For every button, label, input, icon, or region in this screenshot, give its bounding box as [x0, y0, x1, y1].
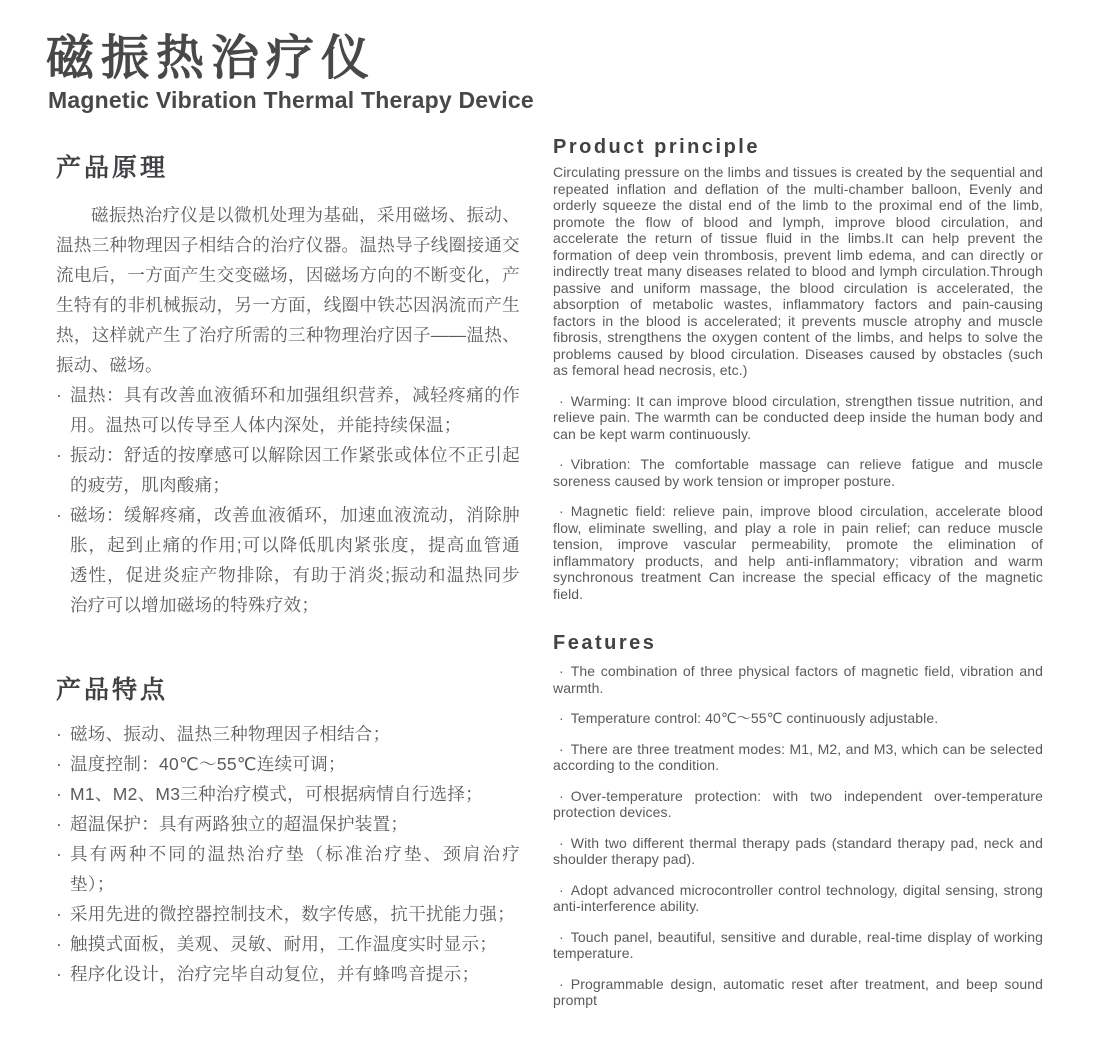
list-item	[553, 835, 1043, 868]
bullet-dot-icon: ·	[56, 964, 63, 984]
list-item	[553, 882, 1043, 915]
bullet-text: 超温保护：具有两路独立的超温保护装置；	[70, 814, 409, 834]
bullet-dot-icon: ·	[56, 385, 63, 405]
bullet-dot-icon: ·	[56, 904, 63, 924]
list-item	[56, 929, 520, 959]
product-principle-bullet-list-en	[553, 393, 1043, 603]
product-principle-paragraph-en: Circulating pressure on the limbs and tissues is created by the sequential and repeated inflation and deflation of the multi-chamber balloon, Evenly and orderly squeeze the distal end of the limb to the proximal end of the limb, promote the flow of blood and lymph, improve blood circulation, and accelerate the return of tissue fluid in the limbs.It can help prevent the formation of deep vein thrombosis, prevent limb edema, and can directly or indirectly treat many diseases related to blood and lymph circulation.Through passive and uniform massage, the blood circulation is accelerated, the absorption of metabolic wastes, inflammatory factors and pain-causing factors in the blood is accelerated; it prevents muscle atrophy and muscle fibrosis, strengthens the oxygen content of the limbs, and helps to solve the problems caused by blood circulation. Diseases caused by obstacles (such as femoral head necrosis, etc.)	[553, 164, 1043, 378]
bullet-text: There are three treatment modes: M1, M2, and M3, which can be selected according to the condition.	[553, 740, 1043, 773]
bullet-text: 振动：舒适的按摩感可以解除因工作紧张或体位不正引起的疲劳，肌肉酸痛；	[70, 445, 520, 495]
bullet-dot-icon: ·	[56, 814, 63, 834]
section-heading-product-principle-cn: 产品原理	[56, 154, 169, 182]
bullet-dot-icon: ·	[56, 445, 63, 465]
list-item	[56, 749, 520, 779]
list-item	[56, 719, 520, 749]
bullet-dot-icon: ·	[56, 844, 63, 864]
bullet-text: 采用先进的微控器控制技术，数字传感，抗干扰能力强；	[70, 904, 515, 924]
bullet-dot-icon: ·	[56, 784, 63, 804]
bullet-text: 温热：具有改善血液循环和加强组织营养，减轻疼痛的作用。温热可以传导至人体内深处，并能持续保温；	[70, 385, 520, 435]
section-heading-features-en: Features	[553, 632, 657, 654]
list-item	[553, 976, 1043, 1009]
product-principle-paragraph-cn: 磁振热治疗仪是以微机处理为基础，采用磁场、振动、温热三种物理因子相结合的治疗仪器。温热导子线圈接通交流电后，一方面产生交变磁场，因磁场方向的不断变化，产生特有的非机械振动，另一方面，线圈中铁芯因涡流而产生热，这样就产生了治疗所需的三种物理治疗因子——温热、振动、磁场。	[56, 205, 520, 375]
product-principle-bullet-list-cn	[56, 380, 520, 620]
bullet-text: Warming: It can improve blood circulation, strengthen tissue nutrition, and relieve pain. The warmth can be conducted deep inside the human body and can be kept warm continuously.	[553, 392, 1043, 442]
bullet-dot-icon: ·	[559, 881, 564, 898]
bullet-dot-icon: ·	[56, 934, 63, 954]
bullet-dot-icon: ·	[559, 834, 564, 851]
bullet-dot-icon: ·	[559, 392, 564, 409]
bullet-dot-icon: ·	[559, 928, 564, 945]
bullet-text: With two different thermal therapy pads (standard therapy pad, neck and shoulder therapy pad).	[553, 834, 1043, 867]
bullet-text: M1、M2、M3三种治疗模式，可根据病情自行选择；	[70, 784, 483, 804]
bullet-dot-icon: ·	[559, 787, 564, 804]
list-item	[553, 663, 1043, 696]
bullet-dot-icon: ·	[56, 754, 63, 774]
header	[46, 32, 534, 114]
bullet-text: Over-temperature protection: with two independent over-temperature protection devices.	[553, 787, 1043, 820]
list-item	[56, 779, 520, 809]
features-bullet-list-en	[553, 663, 1043, 1009]
bullet-text: Adopt advanced microcontroller control technology, digital sensing, strong anti-interference ability.	[553, 881, 1043, 914]
bullet-text: 温度控制：40℃～55℃连续可调；	[70, 754, 346, 774]
list-item	[553, 503, 1043, 602]
bullet-text: 磁场：缓解疼痛，改善血液循环，加速血液流动，消除肿胀，起到止痛的作用;可以降低肌肉紧张度，提高血管通透性，促进炎症产物排除，有助于消炎;振动和温热同步治疗可以增加磁场的特殊疗效；	[70, 505, 520, 615]
list-item	[553, 788, 1043, 821]
list-item	[553, 710, 1043, 727]
list-item	[56, 500, 520, 620]
list-item	[56, 899, 520, 929]
bullet-text: 磁场、振动、温热三种物理因子相结合；	[70, 724, 391, 744]
bullet-dot-icon: ·	[559, 975, 564, 992]
list-item	[56, 440, 520, 500]
list-item	[553, 741, 1043, 774]
list-item	[553, 456, 1043, 489]
bullet-text: 具有两种不同的温热治疗垫（标准治疗垫、颈肩治疗垫）；	[70, 844, 520, 894]
bullet-dot-icon: ·	[56, 724, 63, 744]
bullet-dot-icon: ·	[559, 503, 564, 519]
list-item	[553, 929, 1043, 962]
bullet-dot-icon: ·	[56, 505, 63, 525]
bullet-text: Temperature control: 40℃～55℃ continuously adjustable.	[570, 710, 939, 726]
section-heading-features-cn: 产品特点	[56, 676, 169, 704]
bullet-text: 程序化设计，治疗完毕自动复位，并有蜂鸣音提示；	[70, 964, 480, 984]
page-title-english: Magnetic Vibration Thermal Therapy Device	[48, 86, 534, 113]
section-heading-product-principle-en: Product principle	[553, 136, 760, 158]
page-title-chinese: 磁振热治疗仪	[46, 32, 377, 85]
bullet-dot-icon: ·	[559, 740, 564, 757]
right-column	[553, 136, 1043, 1009]
list-item	[56, 380, 520, 440]
left-column	[56, 136, 520, 989]
bullet-text: Touch panel, beautiful, sensitive and durable, real-time display of working temperature.	[553, 928, 1043, 961]
bullet-text: Magnetic field: relieve pain, improve blood circulation, accelerate blood flow, eliminate swelling, and play a role in pain relief; can reduce muscle tension, improve vascular permeability, promote the elimination of inflammatory products, and help anti-inflammatory; vibration and warm synchronous treatment Can increase the special efficacy of the magnetic field.	[553, 503, 1043, 602]
list-item	[56, 959, 520, 989]
bullet-dot-icon: ·	[559, 456, 564, 472]
bullet-text: 触摸式面板，美观、灵敏、耐用，工作温度实时显示；	[70, 934, 498, 954]
bullet-text: Programmable design, automatic reset after treatment, and beep sound prompt	[553, 975, 1043, 1008]
bullet-dot-icon: ·	[559, 663, 564, 679]
features-bullet-list-cn	[56, 719, 520, 989]
list-item	[56, 839, 520, 899]
bullet-text: Vibration: The comfortable massage can relieve fatigue and muscle soreness caused by work tension or improper posture.	[553, 456, 1043, 489]
list-item	[56, 809, 520, 839]
list-item	[553, 393, 1043, 443]
bullet-text: The combination of three physical factors of magnetic field, vibration and warmth.	[553, 663, 1043, 696]
bullet-dot-icon: ·	[559, 710, 564, 726]
